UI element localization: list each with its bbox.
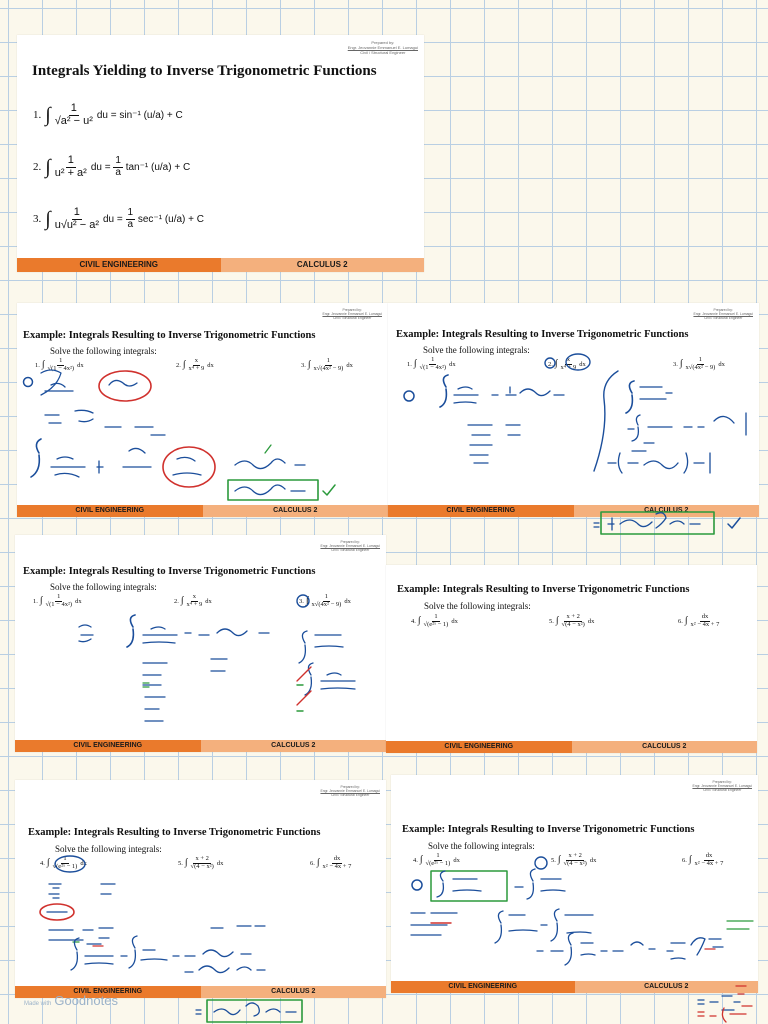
problem-denominator: √(e²ˣ − 1) — [423, 620, 449, 628]
problem-number: 4. — [40, 859, 45, 867]
prepared-by — [693, 308, 753, 321]
prepared-by — [320, 540, 380, 553]
problem-4: 4. ∫ $\frac{1}{\text{√(e²ˣ − 1)}}$ dx — [411, 613, 458, 628]
slide-title: Example: Integrals Resulting to Inverse Trigonometric Functions — [402, 824, 695, 835]
problem-number: 1. — [35, 361, 40, 369]
problem-denominator: √(1 − 4x²) — [419, 363, 447, 371]
slide-title: Example: Integrals Resulting to Inverse Trigonometric Functions — [23, 566, 316, 577]
prepared-by — [348, 40, 418, 55]
footer-civil-engineering: CIVIL ENGINEERING — [391, 981, 575, 993]
problem-denominator: x² − 4x + 7 — [694, 859, 724, 867]
prepared-by-name: Engr. Jeovannie Emmanuel E. Lumagui — [320, 789, 380, 794]
problem-numerator: 1 — [63, 855, 67, 862]
watermark-made-with: Made with — [24, 1001, 52, 1007]
problem-numerator: 1 — [436, 852, 440, 859]
problem-numerator: 1 — [698, 356, 703, 363]
problem-numerator: 1 — [57, 593, 61, 600]
footer-calculus-2: CALCULUS 2 — [221, 258, 425, 272]
problem-number: 5. — [551, 856, 556, 864]
slide-title: Example: Integrals Resulting to Inverse Trigonometric Functions — [28, 827, 321, 838]
formula-3: 3. ∫ $\frac{1}{\text{u√u² − a²}}$ du = $\frac{1}{a}$ sec⁻¹ (u/a) + C — [33, 206, 204, 231]
prepared-by-role: Civil / Structural Engineer — [704, 316, 743, 321]
problem-5: 5. ∫ $\frac{x + 2}{\text{√(4 − x²)}}$ dx — [551, 852, 597, 867]
problem-number: 2. — [174, 597, 179, 605]
slide-example-problem-2 — [388, 303, 759, 517]
footer-calculus-2: CALCULUS 2 — [575, 981, 759, 993]
prepared-by — [322, 308, 382, 321]
slide-example-problem-4 — [15, 780, 386, 998]
slide-title: Example: Integrals Resulting to Inverse Trigonometric Functions — [397, 584, 690, 595]
formula-number: 2. — [33, 161, 42, 174]
problem-2: 2. ∫ $\frac{x}{\text{x⁴ + 9}}$ dx — [174, 593, 212, 608]
prepared-by-name: Engr. Jeovannie Emmanuel E. Lumagui — [322, 312, 382, 317]
slide-title: Example: Integrals Resulting to Inverse Trigonometric Functions — [23, 330, 316, 341]
problem-number: 2. — [176, 361, 181, 369]
problem-4: 4. ∫ $\frac{1}{\text{√(e²ˣ − 1)}}$ dx — [40, 855, 87, 870]
problem-3: 3. ∫ $\frac{1}{\text{x√(4x² − 9)}}$ dx — [301, 357, 353, 372]
problem-numerator: 1 — [431, 356, 435, 363]
prepared-by-label: Prepared by: — [712, 780, 732, 784]
slide-subtitle: Solve the following integrals: — [424, 601, 531, 611]
problem-5: 5. ∫ $\frac{x + 2}{\text{√(4 − x²)}}$ dx — [178, 855, 224, 870]
problem-numerator: x — [192, 593, 197, 600]
problem-denominator: √(1 − 4x²) — [47, 364, 75, 372]
prepared-by — [692, 780, 752, 793]
problem-3: 3. ∫ $\frac{1}{\text{x√(4x² − 9)}}$ dx — [299, 593, 351, 608]
problem-dx: dx — [579, 360, 586, 368]
slide-example-problems-4-6 — [386, 565, 757, 753]
problem-1: 1. ∫ $\frac{1}{\text{√(1 − 4x²)}}$ dx — [33, 593, 82, 608]
problem-numerator: dx — [705, 852, 713, 859]
problem-numerator: x + 2 — [566, 613, 580, 620]
problem-denominator: √(4 − x²) — [561, 620, 585, 628]
problem-denominator: x√(4x² − 9) — [313, 364, 344, 372]
problem-number: 4. — [413, 856, 418, 864]
problem-6: 6. ∫ $\frac{dx}{\text{x² − 4x + 7}}$ — [310, 855, 352, 870]
problem-denominator: x⁴ + 9 — [560, 363, 577, 371]
slide-footer — [388, 505, 759, 517]
handwritten-solution-4 — [15, 780, 386, 998]
problem-numerator: x — [566, 356, 571, 363]
formula-2: 2. ∫ $\frac{1}{\text{u² + a²}}$ du = $\frac{1}{a}$ tan⁻¹ (u/a) + C — [33, 154, 191, 179]
problem-number: 3. — [299, 597, 304, 605]
problem-numerator: 1 — [59, 357, 63, 364]
slide-footer — [386, 741, 757, 753]
problem-numerator: 1 — [434, 613, 438, 620]
problem-number: 3. — [673, 360, 678, 368]
problem-number: 2. — [548, 360, 553, 368]
problem-dx: dx — [451, 617, 458, 625]
problem-denominator: √(e²ˣ − 1) — [425, 859, 451, 867]
problem-5: 5. ∫ $\frac{x + 2}{\text{√(4 − x²)}}$ dx — [549, 613, 595, 628]
footer-calculus-2: CALCULUS 2 — [201, 740, 387, 752]
problem-numerator: dx — [701, 613, 709, 620]
problem-3: 3. ∫ $\frac{1}{\text{x√(4x² − 9)}}$ dx — [673, 356, 725, 371]
prepared-by-label: Prepared by: — [342, 308, 362, 312]
problem-numerator: 1 — [326, 357, 331, 364]
footer-calculus-2: CALCULUS 2 — [572, 741, 758, 753]
prepared-by-name: Engr. Jeovannie Emmanuel E. Lumagui — [693, 312, 753, 317]
slide-footer — [15, 740, 386, 752]
problem-numerator: dx — [333, 855, 341, 862]
footer-civil-engineering: CIVIL ENGINEERING — [15, 740, 201, 752]
prepared-by-label: Prepared by: — [340, 540, 360, 544]
problem-denominator: x⁴ + 9 — [186, 600, 203, 608]
problem-denominator: x² − 4x + 7 — [322, 862, 352, 870]
problem-numerator: x + 2 — [568, 852, 582, 859]
problem-number: 5. — [178, 859, 183, 867]
problem-dx: dx — [449, 360, 456, 368]
slide-subtitle: Solve the following integrals: — [423, 345, 530, 355]
problem-6: 6. ∫ $\frac{dx}{\text{x² − 4x + 7}}$ — [678, 613, 720, 628]
slide-subtitle: Solve the following integrals: — [55, 844, 162, 854]
prepared-by-label: Prepared by: — [371, 40, 395, 45]
prepared-by-role: Civil / Structural Engineer — [331, 548, 370, 553]
problem-number: 6. — [310, 859, 315, 867]
slide-example-problem-5 — [391, 775, 758, 993]
problem-number: 3. — [301, 361, 306, 369]
problem-denominator: √(4 − x²) — [190, 862, 214, 870]
footer-civil-engineering: CIVIL ENGINEERING — [17, 505, 203, 517]
slide-example-problem-1 — [17, 303, 388, 517]
slide-subtitle: Solve the following integrals: — [50, 582, 157, 592]
problem-number: 6. — [678, 617, 683, 625]
prepared-by-role: Civil / Structural Engineer — [331, 793, 370, 798]
prepared-by-role: Civil / Structural Engineer — [360, 50, 406, 55]
slide-example-problem-3 — [15, 535, 386, 752]
problem-denominator: x√(4x² − 9) — [685, 363, 716, 371]
prepared-by-name: Engr. Jeovannie Emmanuel E. Lumagui — [320, 544, 380, 549]
formula-1: 1. ∫ $\frac{1}{\text{√a² − u²}}$ du = sin⁻¹ (u/a) + C — [33, 102, 183, 127]
problem-denominator: x√(4x² − 9) — [311, 600, 342, 608]
problem-dx: dx — [80, 859, 87, 867]
formula-number: 1. — [33, 109, 42, 122]
footer-civil-engineering: CIVIL ENGINEERING — [388, 505, 574, 517]
slide-footer — [17, 505, 388, 517]
slide-formulas — [17, 35, 424, 272]
problem-number: 6. — [682, 856, 687, 864]
footer-calculus-2: CALCULUS 2 — [574, 505, 760, 517]
footer-calculus-2: CALCULUS 2 — [201, 986, 387, 998]
problem-dx: dx — [207, 361, 214, 369]
footer-civil-engineering: CIVIL ENGINEERING — [15, 986, 201, 998]
slide-subtitle: Solve the following integrals: — [50, 346, 157, 356]
problem-denominator: x² − 4x + 7 — [690, 620, 720, 628]
watermark-brand: Goodnotes — [54, 993, 118, 1008]
problem-1: 1. ∫ $\frac{1}{\text{√(1 − 4x²)}}$ dx — [35, 357, 84, 372]
problem-number: 1. — [33, 597, 38, 605]
slide-subtitle: Solve the following integrals: — [428, 841, 535, 851]
problem-dx: dx — [453, 856, 460, 864]
footer-calculus-2: CALCULUS 2 — [203, 505, 389, 517]
problem-number: 4. — [411, 617, 416, 625]
problem-denominator: √(1 − 4x²) — [45, 600, 73, 608]
formula-integrand: du = sin⁻¹ (u/a) + C — [96, 109, 183, 121]
handwritten-solution-5 — [391, 775, 758, 993]
slide-footer — [17, 258, 424, 272]
problem-dx: dx — [216, 859, 224, 867]
problem-2: 2. ∫ $\frac{x}{\text{x⁴ + 9}}$ dx — [176, 357, 214, 372]
problem-number: 1. — [407, 360, 412, 368]
prepared-by-label: Prepared by: — [340, 785, 360, 789]
prepared-by-name: Engr. Jeovannie Emmanuel E. Lumagui — [347, 45, 418, 50]
problem-dx: dx — [346, 361, 353, 369]
problem-denominator: √(4 − x²) — [563, 859, 587, 867]
problem-2: 2. ∫ $\frac{x}{\text{x⁴ + 9}}$ dx — [548, 356, 586, 371]
problem-6: 6. ∫ $\frac{dx}{\text{x² − 4x + 7}}$ — [682, 852, 724, 867]
prepared-by — [320, 785, 380, 798]
prepared-by-role: Civil / Structural Engineer — [703, 788, 742, 793]
problem-number: 5. — [549, 617, 554, 625]
problem-dx: dx — [205, 597, 212, 605]
problem-4: 4. ∫ $\frac{1}{\text{√(e²ˣ − 1)}}$ dx — [413, 852, 460, 867]
problem-denominator: x⁴ + 9 — [188, 364, 205, 372]
problem-dx: dx — [77, 361, 84, 369]
problem-dx: dx — [344, 597, 351, 605]
footer-civil-engineering: CIVIL ENGINEERING — [386, 741, 572, 753]
problem-dx: dx — [718, 360, 725, 368]
goodnotes-watermark — [24, 992, 118, 1010]
prepared-by-role: Civil / Structural Engineer — [333, 316, 372, 321]
problem-numerator: 1 — [324, 593, 329, 600]
slide-title: Example: Integrals Resulting to Inverse Trigonometric Functions — [396, 329, 689, 340]
problem-dx: dx — [589, 856, 597, 864]
slide-footer — [391, 981, 758, 993]
footer-civil-engineering: CIVIL ENGINEERING — [17, 258, 221, 272]
problem-dx: dx — [75, 597, 82, 605]
prepared-by-name: Engr. Jeovannie Emmanuel E. Lumagui — [692, 784, 752, 789]
problem-dx: dx — [587, 617, 595, 625]
problem-numerator: x + 2 — [195, 855, 209, 862]
problem-1: 1. ∫ $\frac{1}{\text{√(1 − 4x²)}}$ dx — [407, 356, 456, 371]
formula-number: 3. — [33, 213, 42, 226]
slide-title: Integrals Yielding to Inverse Trigonometric Functions — [32, 63, 377, 79]
problem-denominator: √(e²ˣ − 1) — [52, 862, 78, 870]
problem-numerator: x — [194, 357, 199, 364]
prepared-by-label: Prepared by: — [713, 308, 733, 312]
